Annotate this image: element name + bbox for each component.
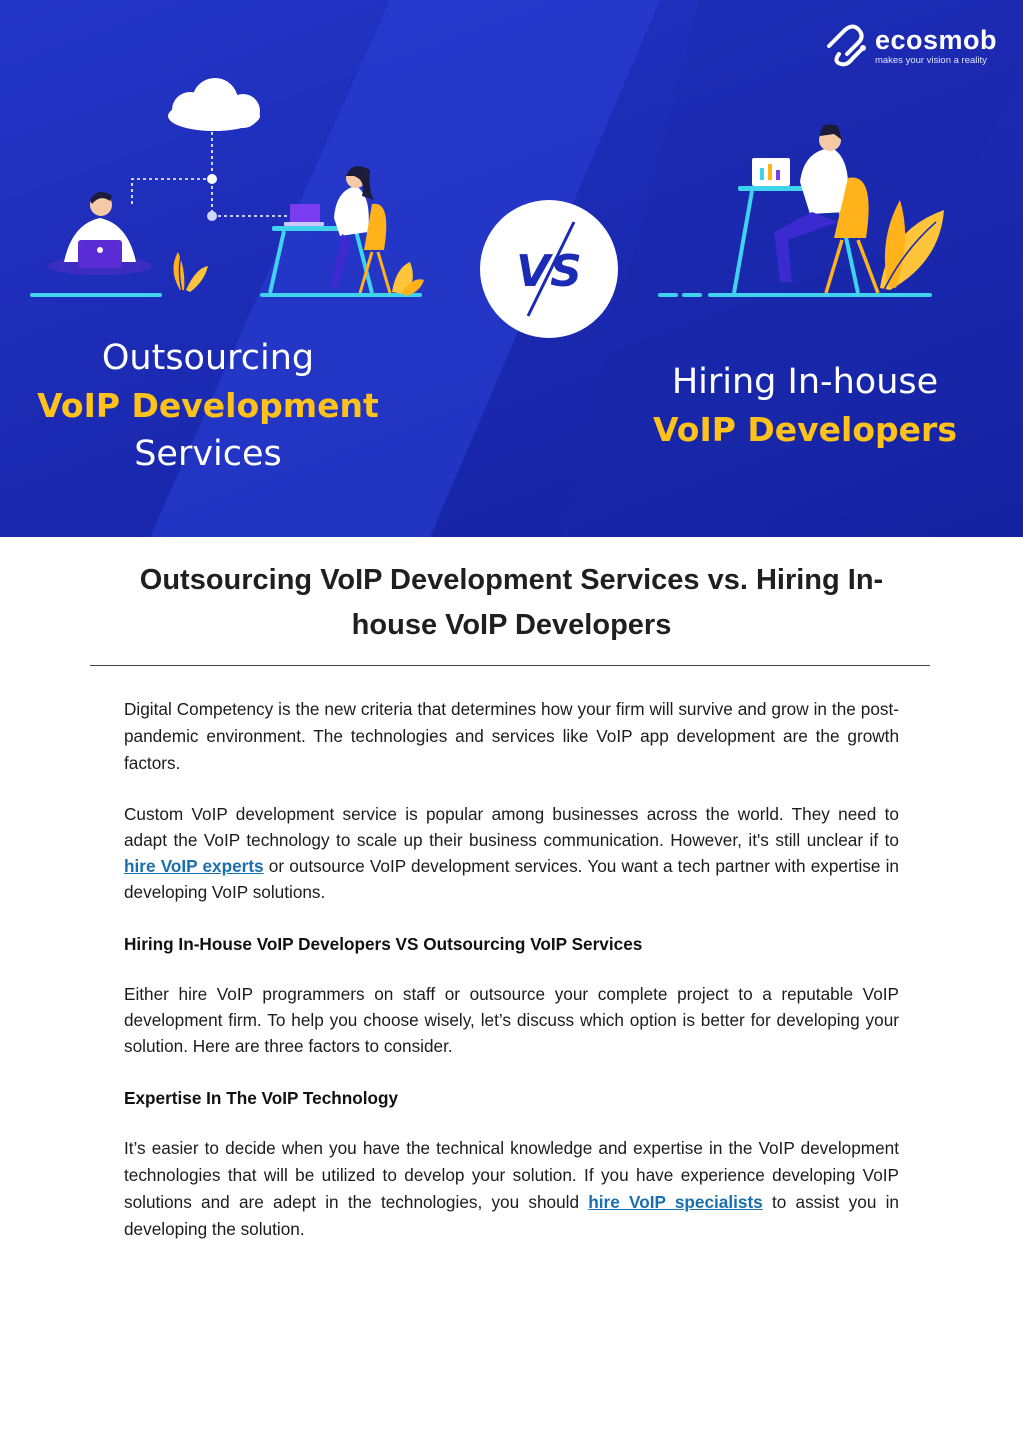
network-node xyxy=(207,211,217,221)
in-house-title xyxy=(620,358,990,454)
p2-text-before: Custom VoIP development service is popular among businesses across the world. They need to adapt the VoIP technology to scale up their business communication. However, it's still unclear if to xyxy=(124,804,899,850)
left-title-line3: Services xyxy=(134,434,282,474)
network-lines xyxy=(132,132,288,216)
ecosmob-logo-icon xyxy=(823,24,869,68)
outsourcing-title xyxy=(20,334,396,478)
section-heading-expertise: Expertise In The VoIP Technology xyxy=(124,1088,399,1108)
vs-badge xyxy=(480,200,618,338)
network-node xyxy=(207,174,217,184)
title-line2: house VoIP Developers xyxy=(351,609,672,641)
plant-icon xyxy=(173,248,208,292)
hero-banner xyxy=(0,0,1023,537)
right-title-line2: VoIP Developers xyxy=(653,410,957,449)
title-line1: Outsourcing VoIP Development Services vs. Hiring In- xyxy=(139,564,884,596)
custom-voip-paragraph xyxy=(124,801,899,905)
logo-name: ecosmob xyxy=(874,24,997,55)
brand-logo[interactable] xyxy=(823,24,997,68)
diagonal-band-right xyxy=(560,0,1023,537)
hire-voip-experts-link[interactable]: hire VoIP experts xyxy=(124,856,264,876)
hire-voip-specialists-link[interactable]: hire VoIP specialists xyxy=(588,1192,763,1212)
p2-text-after: or outsource VoIP development services. You want a tech partner with expertise in developing VoIP solutions. xyxy=(124,856,899,902)
right-title-line1: Hiring In-house xyxy=(671,362,939,402)
logo-tagline: makes your vision a reality xyxy=(874,54,987,66)
section-heading-comparison: Hiring In-House VoIP Developers VS Outsourcing VoIP Services xyxy=(124,934,643,954)
cloud-icon xyxy=(168,78,260,131)
left-title-line2: VoIP Development xyxy=(37,386,379,425)
title-divider xyxy=(90,665,930,666)
vs-label: VS xyxy=(516,246,582,297)
article-body xyxy=(124,696,899,1243)
left-title-line1: Outsourcing xyxy=(101,338,315,378)
choice-paragraph: Either hire VoIP programmers on staff or outsource your complete project to a reputable VoIP development firm. To help you choose wisely, let’s discuss which option is better for developing your solution. Here are three factors to consider. xyxy=(124,984,899,1056)
p4-text-after: to assist you in developing the solution. xyxy=(124,1192,899,1239)
page-title xyxy=(90,558,933,648)
intro-paragraph: Digital Competency is the new criteria that determines how your firm will survive and grow in the post-pandemic environment. The technologies and services like VoIP app development are the growth factors. xyxy=(124,699,899,773)
p4-text-before: It’s easier to decide when you have the technical knowledge and expertise in the VoIP development technologies that will be utilized to develop your solution. If you have experience developing VoIP solutions and are adept in the technologies, you should xyxy=(124,1138,899,1212)
remote-developer-figure xyxy=(48,192,152,275)
expertise-paragraph xyxy=(124,1135,899,1243)
